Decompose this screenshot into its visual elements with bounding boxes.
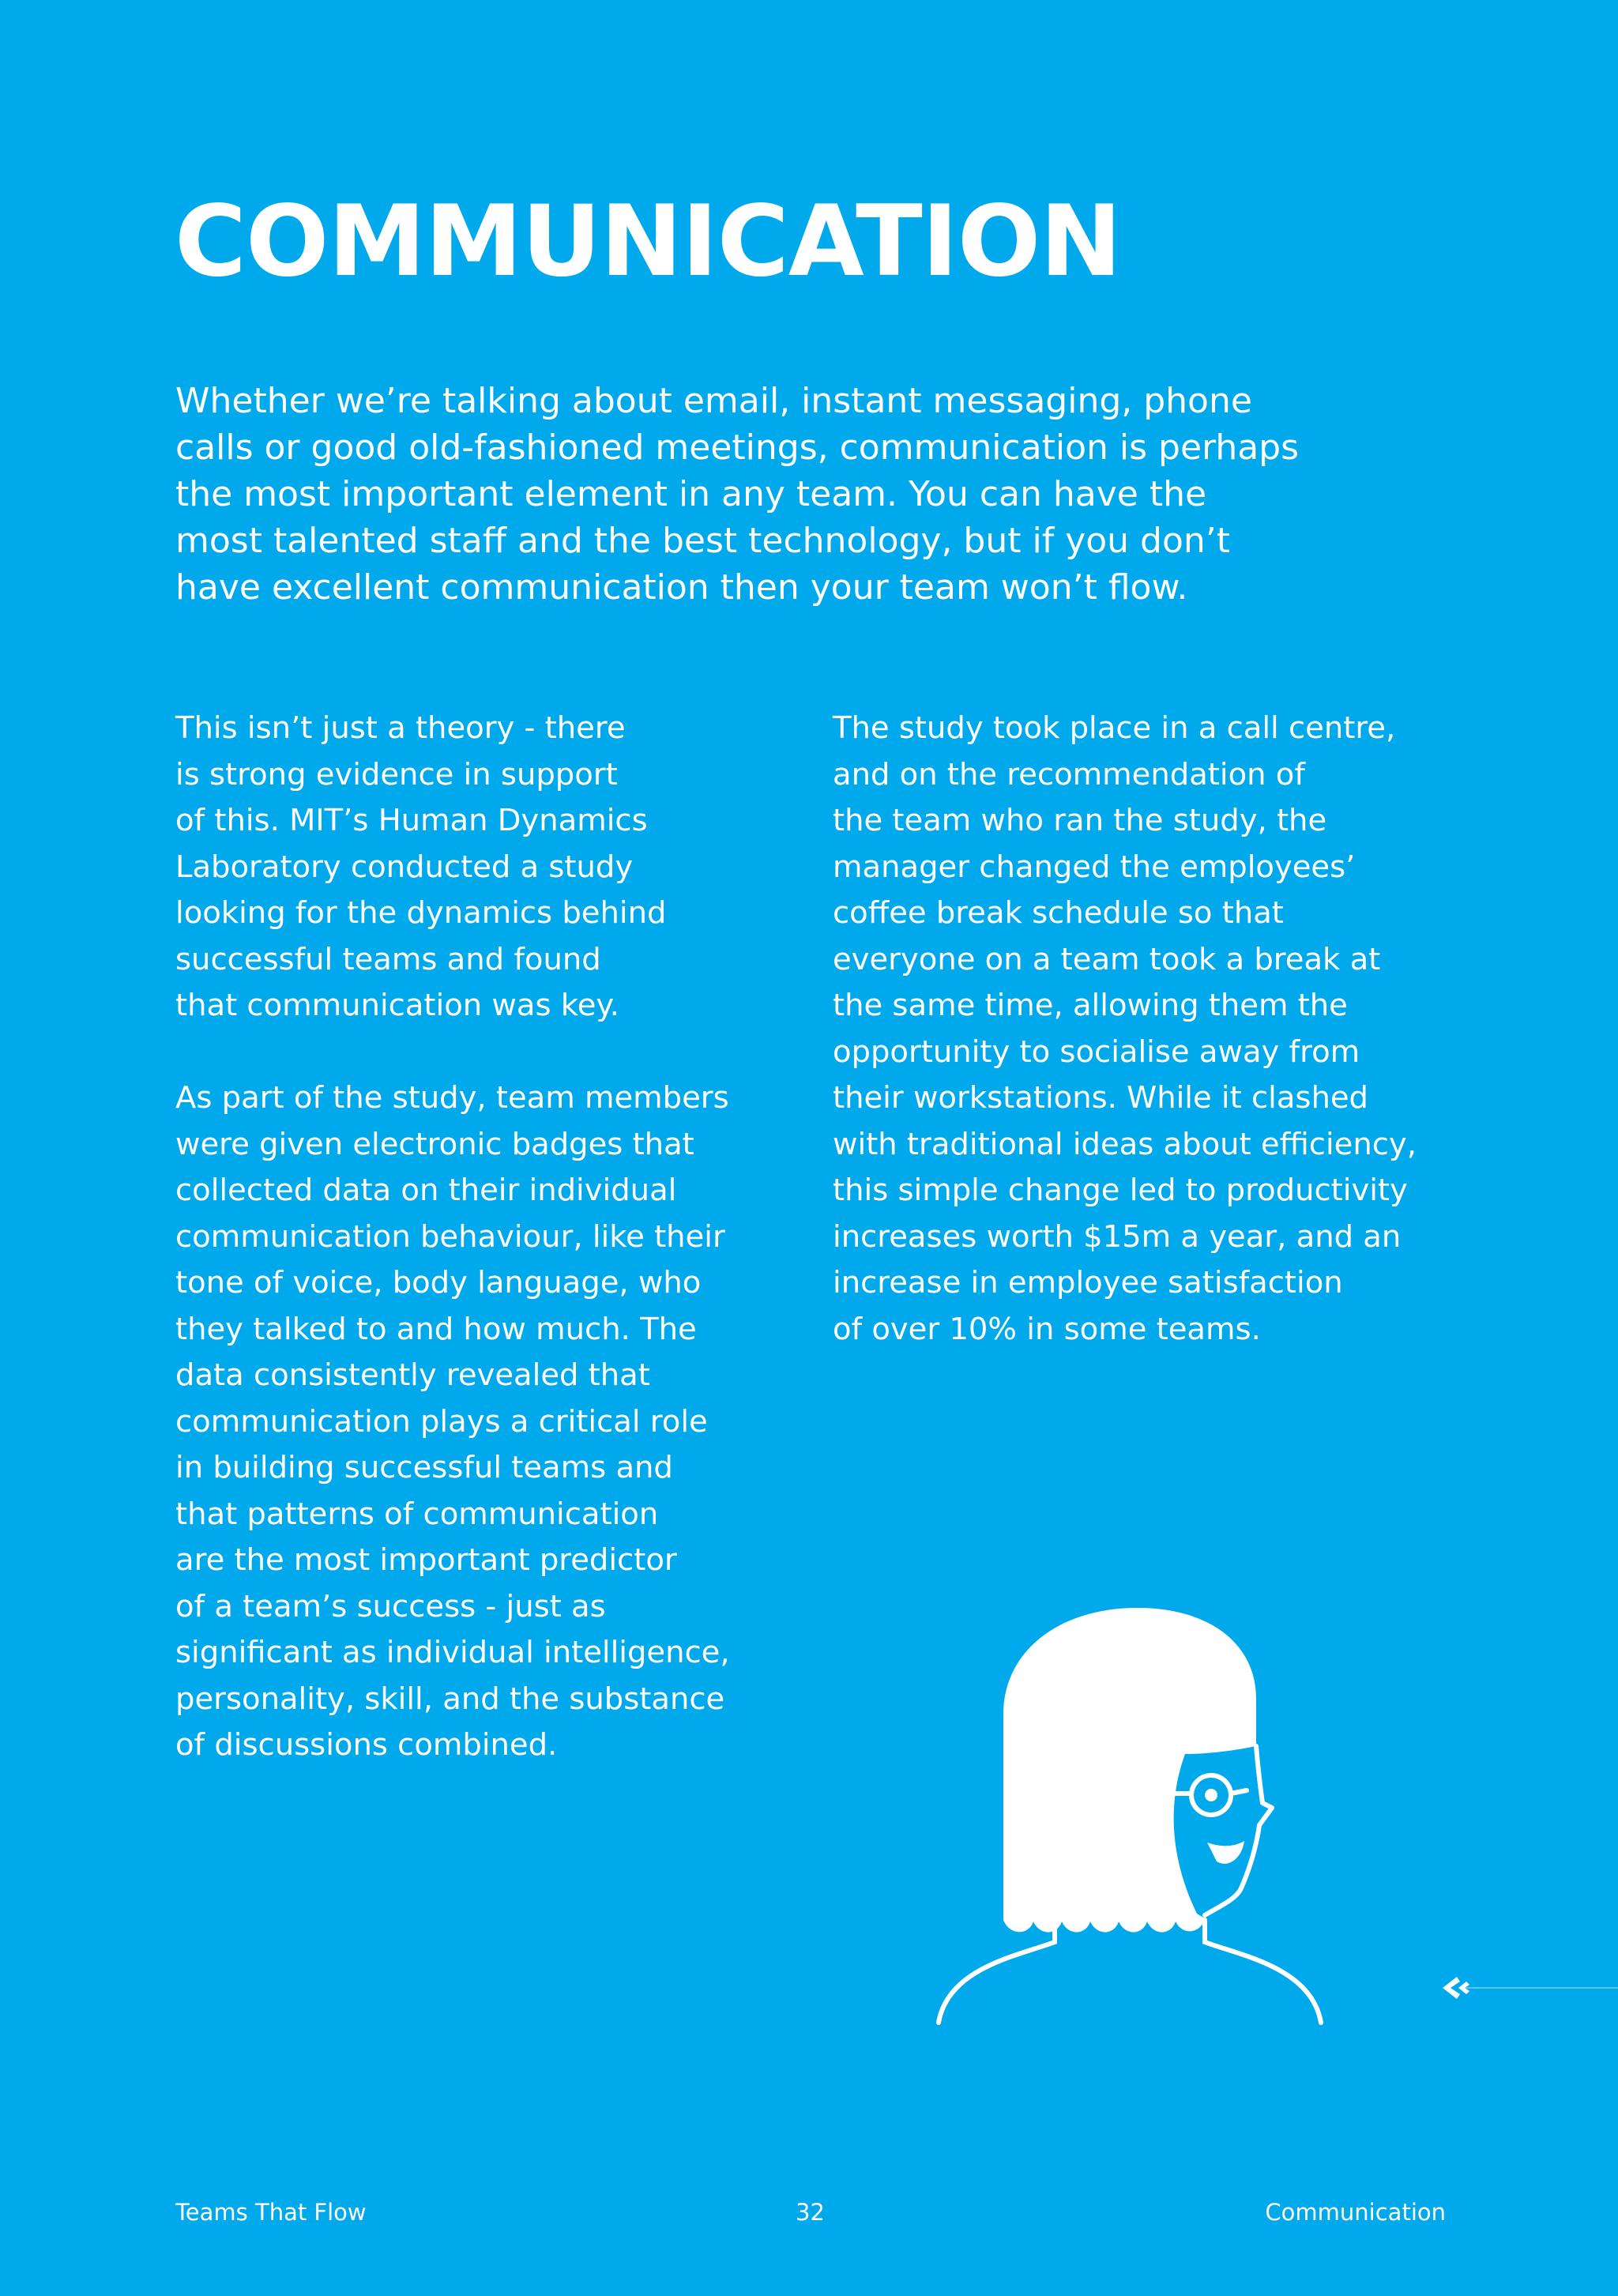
body-line: of discussions combined.: [175, 1727, 558, 1763]
body-line: that patterns of communication: [175, 1496, 659, 1532]
body-line: this simple change led to productivity: [833, 1172, 1408, 1208]
body-line: data consistently revealed that: [175, 1357, 650, 1393]
body-line: The study took place in a call centre,: [833, 710, 1396, 746]
body-line: with traditional ideas about efficiency,: [833, 1126, 1417, 1162]
body-line: are the most important predictor: [175, 1542, 677, 1578]
body-line: looking for the dynamics behind: [175, 895, 667, 931]
body-line: the team who ran the study, the: [833, 803, 1327, 838]
intro-line: most talented staff and the best technology, but if you don’t: [175, 521, 1230, 561]
footer-publication-title: Teams That Flow: [175, 2199, 367, 2226]
body-line: in building successful teams and: [175, 1450, 673, 1485]
body-line: Laboratory conducted a study: [175, 849, 634, 885]
intro-line: Whether we’re talking about email, instant messaging, phone: [175, 381, 1252, 421]
intro-line: have excellent communication then your team won’t flow.: [175, 567, 1188, 608]
body-line: personality, skill, and the substance: [175, 1681, 725, 1717]
body-line: opportunity to socialise away from: [833, 1033, 1360, 1070]
page-title: COMMUNICATION: [175, 185, 1122, 299]
body-line: that communication was key.: [175, 988, 619, 1023]
body-line: and on the recommendation of: [833, 756, 1305, 792]
body-line: communication plays a critical role: [175, 1403, 708, 1440]
body-line: This isn’t just a theory - there: [175, 710, 626, 746]
back-arrow-icon[interactable]: [1436, 1972, 1618, 2004]
body-line: manager changed the employees’: [833, 849, 1356, 885]
woman-with-glasses-icon: [924, 1596, 1335, 2031]
body-line: were given electronic badges that: [175, 1126, 694, 1162]
left-paragraph-2: [175, 1075, 776, 1769]
body-line: is strong evidence in support: [175, 756, 618, 792]
body-line: communication behaviour, like their: [175, 1218, 725, 1255]
body-line: of a team’s success - just as: [175, 1588, 606, 1624]
right-paragraph-1: [833, 706, 1465, 1353]
body-line: successful teams and found: [175, 941, 601, 977]
footer-section-title: Communication: [1265, 2199, 1446, 2226]
body-line: coffee break schedule so that: [833, 895, 1284, 931]
intro-line: the most important element in any team. You can have the: [175, 474, 1207, 514]
body-line: tone of voice, body language, who: [175, 1265, 702, 1300]
body-line: the same time, allowing them the: [833, 988, 1348, 1023]
footer-page-number: 32: [796, 2199, 825, 2226]
body-line: everyone on a team took a break at: [833, 941, 1381, 977]
body-line: increase in employee satisfaction: [833, 1265, 1343, 1300]
intro-paragraph: [175, 378, 1408, 611]
body-line: of over 10% in some teams.: [833, 1311, 1261, 1347]
body-line: of this. MIT’s Human Dynamics: [175, 803, 648, 838]
body-line: significant as individual intelligence,: [175, 1635, 730, 1670]
body-line: their workstations. While it clashed: [833, 1080, 1368, 1116]
right-column: [833, 706, 1465, 1353]
left-paragraph-1: [175, 706, 776, 1029]
body-line: they talked to and how much. The: [175, 1311, 697, 1347]
body-line: As part of the study, team members: [175, 1080, 729, 1116]
body-line: collected data on their individual: [175, 1172, 677, 1208]
body-line: increases worth $15m a year, and an: [833, 1218, 1402, 1255]
left-column: [175, 706, 776, 1769]
intro-line: calls or good old-fashioned meetings, communication is perhaps: [175, 427, 1300, 468]
paragraph-spacer: [175, 1029, 776, 1076]
